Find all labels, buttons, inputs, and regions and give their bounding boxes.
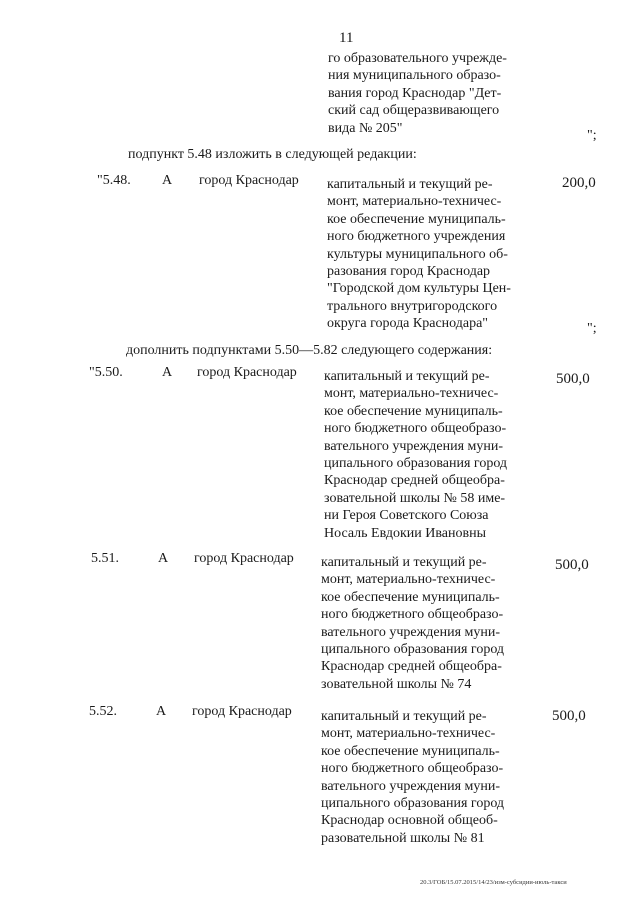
description-line: Краснодар средней общеобра-	[321, 659, 502, 675]
top-fragment	[328, 50, 507, 137]
row-551-number: 5.51.	[91, 551, 119, 566]
row-552-place: город Краснодар	[192, 704, 292, 719]
description-line: кое обеспечение муниципаль-	[321, 743, 500, 759]
row-550-category: А	[162, 365, 173, 380]
description-line: монт, материально-техничес-	[321, 726, 496, 742]
row-548-description	[327, 176, 511, 333]
row-551-category: А	[158, 551, 169, 566]
row-548-closing: ";	[587, 321, 597, 336]
intro-550: дополнить подпунктами 5.50—5.82 следующего содержания:	[126, 343, 493, 358]
description-line: разовательной школы № 81	[321, 830, 485, 846]
description-line: Краснодар средней общеобра-	[324, 473, 505, 489]
intro-548: подпункт 5.48 изложить в следующей редакции:	[128, 147, 417, 162]
description-line: монт, материально-техничес-	[327, 194, 502, 210]
row-551-amount: 500,0	[555, 557, 589, 573]
description-line: капитальный и текущий ре-	[327, 177, 493, 192]
description-line: зовательной школы № 58 име-	[324, 490, 506, 506]
description-line: разования город Краснодар	[327, 264, 491, 280]
description-line: вательного учреждения муни-	[321, 778, 501, 794]
row-551-description	[321, 554, 504, 693]
description-line: зовательной школы № 74	[321, 676, 472, 692]
row-551-place: город Краснодар	[194, 551, 294, 566]
description-line: кое обеспечение муниципаль-	[324, 403, 503, 419]
description-line: монт, материально-техничес-	[324, 386, 499, 402]
row-552-category: А	[156, 704, 167, 719]
row-552-description	[321, 708, 504, 847]
page-number: 11	[339, 30, 354, 46]
description-line: округа города Краснодара"	[327, 316, 489, 332]
row-550-place: город Краснодар	[197, 365, 297, 380]
description-line: кое обеспечение муниципаль-	[327, 211, 506, 227]
top-fragment-closing: ";	[587, 128, 597, 143]
row-548-category: А	[162, 173, 173, 188]
top-fragment-line: го образовательного учрежде-	[328, 51, 507, 66]
description-line: трального внутригородского	[327, 298, 498, 314]
description-line: ципального образования город	[321, 642, 505, 658]
description-line: ного бюджетного общеобразо-	[321, 761, 504, 777]
description-line: вательного учреждения муни-	[321, 624, 501, 640]
description-line: кое обеспечение муниципаль-	[321, 589, 500, 605]
description-line: ципального образования город	[321, 796, 505, 812]
description-line: ного бюджетного учреждения	[327, 229, 506, 245]
top-fragment-line: вида № 205"	[328, 120, 403, 136]
description-line: Краснодар основной общеоб-	[321, 813, 498, 829]
description-line: Носаль Евдокии Ивановны	[324, 525, 487, 541]
description-line: вательного учреждения муни-	[324, 438, 504, 454]
row-550-amount: 500,0	[556, 371, 590, 387]
top-fragment-line: ский сад общеразвивающего	[328, 103, 500, 119]
row-550-number: "5.50.	[89, 365, 123, 380]
description-line: ципального образования город	[324, 456, 508, 472]
row-552-number: 5.52.	[89, 704, 117, 719]
row-552-amount: 500,0	[552, 708, 586, 724]
description-line: ни Героя Советского Союза	[324, 508, 489, 524]
row-548-amount: 200,0	[562, 175, 596, 191]
description-line: капитальный и текущий ре-	[321, 555, 487, 570]
top-fragment-line: ния муниципального образо-	[328, 68, 501, 84]
row-548-number: "5.48.	[97, 173, 131, 188]
description-line: капитальный и текущий ре-	[324, 369, 490, 384]
row-550-description	[324, 368, 507, 542]
description-line: монт, материально-техничес-	[321, 572, 496, 588]
description-line: "Городской дом культуры Цен-	[327, 281, 511, 297]
description-line: капитальный и текущий ре-	[321, 709, 487, 724]
row-548-place: город Краснодар	[199, 173, 299, 188]
description-line: ного бюджетного общеобразо-	[321, 607, 504, 623]
description-line: ного бюджетного общеобразо-	[324, 421, 507, 437]
footer-reference: 20.3/ГОБ/15.07.2015/14/23/изм-субсидии-июль-такси	[420, 879, 567, 886]
top-fragment-line: вания город Краснодар "Дет-	[328, 85, 502, 101]
description-line: культуры муниципального об-	[327, 246, 508, 262]
